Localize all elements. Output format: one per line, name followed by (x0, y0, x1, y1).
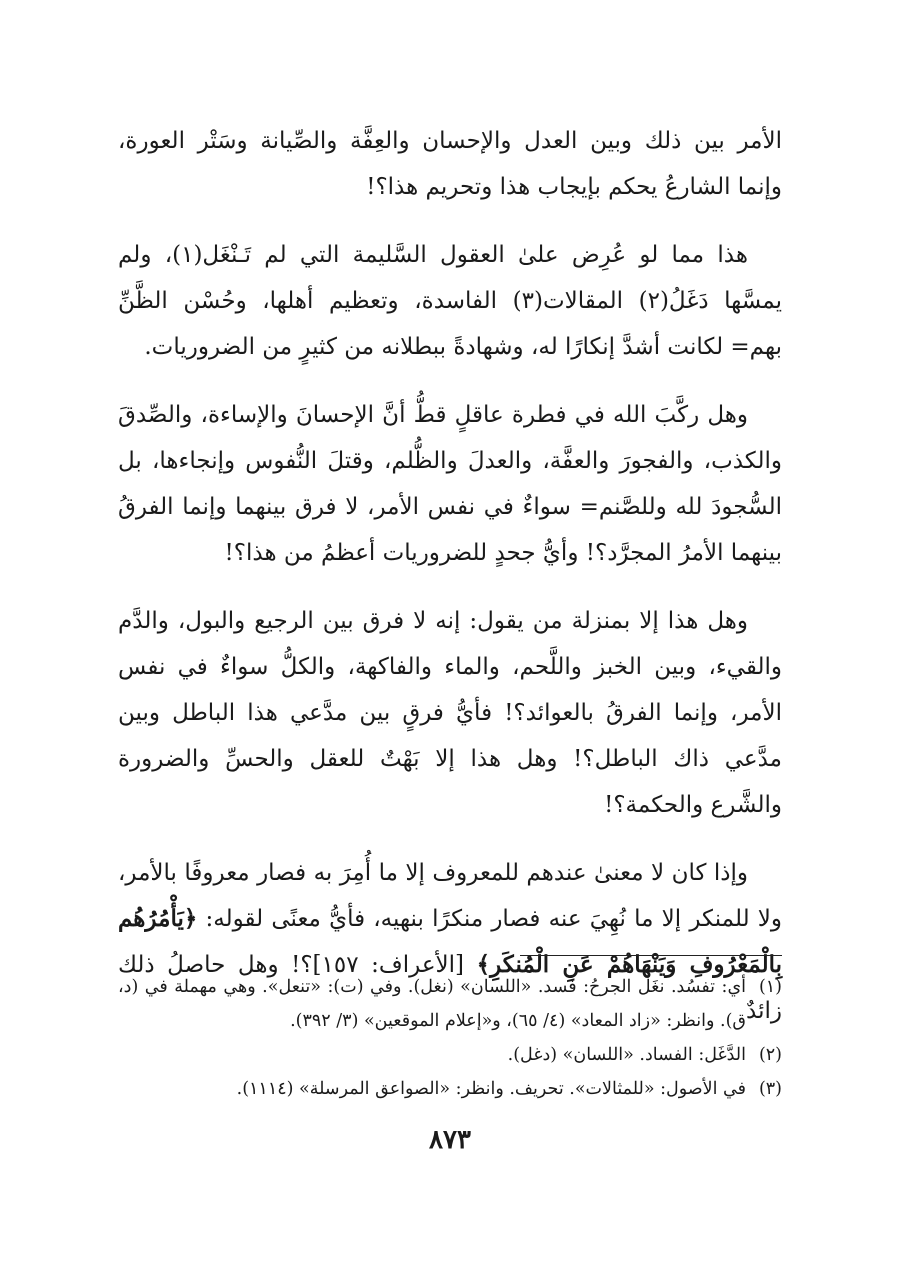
footnote-text: الدَّغَل: الفساد. «اللسان» (دغل). (507, 1045, 746, 1065)
footnote-2 (118, 1038, 782, 1072)
footnote-number: (٣) (758, 1079, 782, 1099)
page-number: ٨٧٣ (429, 1125, 471, 1155)
paragraph-5-before-quote: وإذا كان لا معنىٰ عندهم للمعروف إلا ما أُمِرَ به فصار معروفًا بالأمر، ولا للمنكر إلا ما نُهِيَ عنه فصار منكرًا بنهيه، فأيُّ معنًى لقوله: (118, 860, 783, 932)
footnote-number: (١) (758, 977, 782, 997)
footnote-text: أي: تفسُد. نغَل الجرحُ: فسد. «اللسان» (نغل). وفي (ت): «تنعل». وهي مهملة في (د، ق). وانظر: «زاد المعاد» (٤/ ٦٥)، و«إعلام الموقعين» (٣/ ٣٩٢). (118, 977, 746, 1031)
paragraph-3: وهل ركَّبَ الله في فطرة عاقلٍ قطُّ أنَّ الإحسانَ والإساءة، والصِّدقَ والكذب، والفجورَ والعفَّة، والعدلَ والظُّلم، وقتلَ النُّفوس وإنجاءها، بل السُّجودَ لله وللصَّنم= سواءٌ في نفس الأمر، لا فرق بينهما وإنما الفرقُ بينهما الأمرُ المجرَّد؟! وأيُّ جحدٍ للضروريات أعظمُ من هذا؟! (118, 402, 782, 566)
paragraph-2: هذا مما لو عُرِض علىٰ العقول السَّليمة التي لم تَـنْغَل(١)، ولم يمسَّها دَغَلُ(٢) المقالات(٣) الفاسدة، وتعظيم أهلها، وحُسْن الظَّنِّ بهم= لكانت أشدَّ إنكارًا له، وشهادةً ببطلانه من كثيرٍ من الضروريات. (118, 242, 782, 360)
footnote-1 (118, 970, 782, 1038)
footnote-text: في الأصول: «للمثالات». تحريف. وانظر: «الصواعق المرسلة» (١١١٤). (236, 1079, 746, 1099)
paragraph-5-after-quote: [الأعراف: ١٥٧]؟! وهل حاصلُ ذلك زائدٌ (118, 952, 782, 1024)
footnotes (118, 970, 782, 1106)
paragraph-1: الأمر بين ذلك وبين العدل والإحسان والعِفَّة والصِّيانة وسَتْر العورة، وإنما الشارعُ يحكم بإيجاب هذا وتحريم هذا؟! (118, 128, 782, 200)
quran-verse: ﴿يَأْمُرُهُم بِالْمَعْرُوفِ وَيَنْهَاهُمْ عَنِ الْمُنكَرِ﴾ (118, 905, 783, 978)
paragraph-4: وهل هذا إلا بمنزلة من يقول: إنه لا فرق بين الرجيع والبول، والدَّم والقيء، وبين الخبز واللَّحم، والماء والفاكهة، والكلُّ سواءٌ في نفس الأمر، وإنما الفرقُ بالعوائد؟! فأيُّ فرقٍ بين مدَّعي هذا الباطل وبين مدَّعي ذاك الباطل؟! وهل هذا إلا بَهْتٌ للعقل والحسِّ والضرورة والشَّرع والحكمة؟! (118, 608, 782, 818)
footnote-separator (520, 955, 782, 956)
footnote-3 (118, 1072, 782, 1106)
footnote-number: (٢) (758, 1045, 782, 1065)
main-text (118, 118, 782, 1034)
